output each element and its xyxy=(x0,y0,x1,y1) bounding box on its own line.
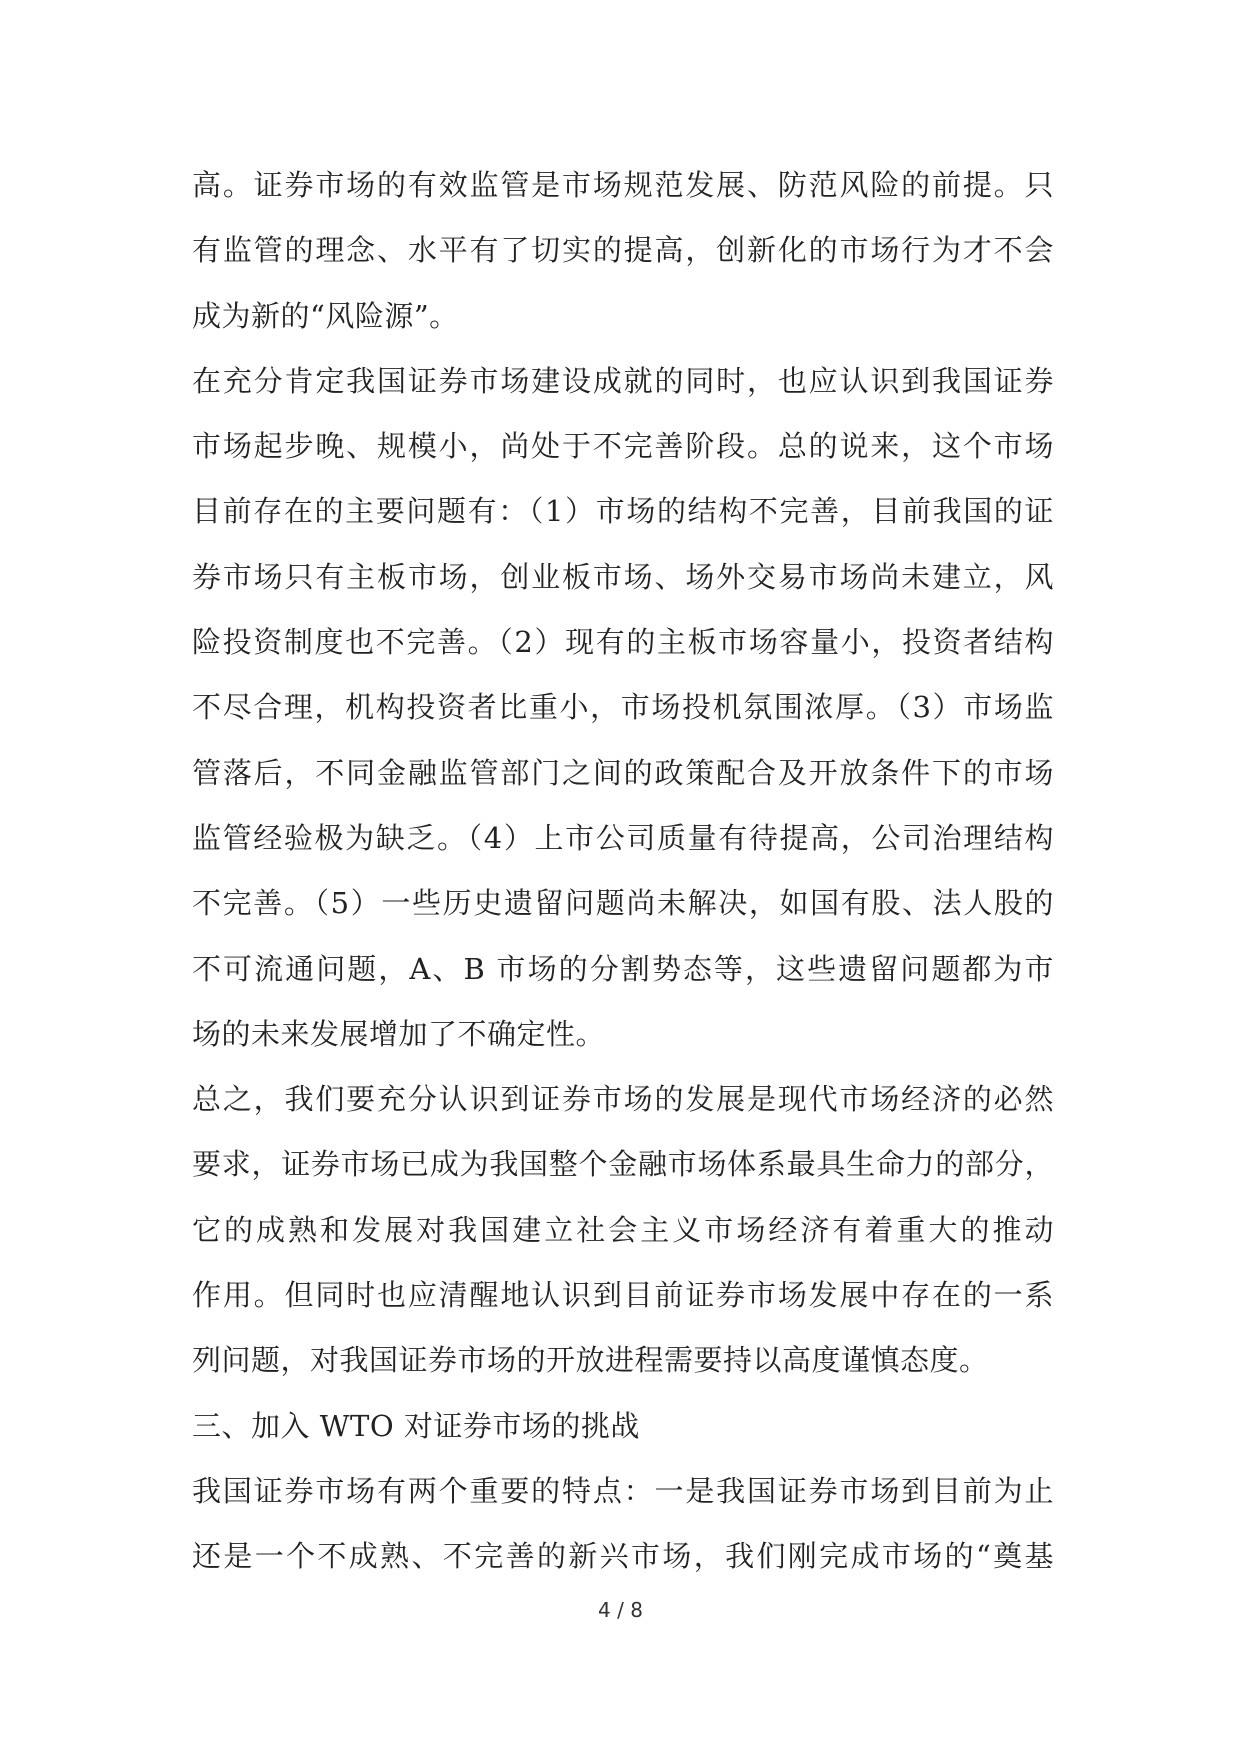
text-line: 不完善。（5）一些历史遗留问题尚未解决，如国有股、法人股的 xyxy=(192,886,1054,921)
text-line: 要求，证券市场已成为我国整个金融市场体系最具生命力的部分， xyxy=(192,1147,1054,1182)
document-body xyxy=(192,153,1054,1590)
text-line: 在充分肯定我国证券市场建设成就的同时，也应认识到我国证券 xyxy=(192,363,1054,398)
text-line: 列问题，对我国证券市场的开放进程需要持以高度谨慎态度。 xyxy=(192,1343,989,1378)
text-line: 管落后，不同金融监管部门之间的政策配合及开放条件下的市场 xyxy=(192,755,1054,790)
text-line: 有监管的理念、水平有了切实的提高，创新化的市场行为才不会 xyxy=(192,233,1054,268)
text-line: 高。证券市场的有效监管是市场规范发展、防范风险的前提。只 xyxy=(192,168,1054,202)
text-line: 总之，我们要充分认识到证券市场的发展是现代市场经济的必然 xyxy=(192,1082,1054,1117)
text-line: 不尽合理，机构投资者比重小，市场投机氛围浓厚。（3）市场监 xyxy=(192,690,1054,725)
text-line: 作用。但同时也应清醒地认识到目前证券市场发展中存在的一系 xyxy=(192,1278,1054,1313)
text-line: 我国证券市场有两个重要的特点：一是我国证券市场到目前为止 xyxy=(192,1473,1054,1508)
text-line: 监管经验极为缺乏。（4）上市公司质量有待提高，公司治理结构 xyxy=(192,820,1054,855)
text-line: 还是一个不成熟、不完善的新兴市场，我们刚完成市场的“奠基 xyxy=(192,1539,1054,1574)
text-line: 目前存在的主要问题有：（1）市场的结构不完善，目前我国的证 xyxy=(192,494,1054,529)
text-line: 它的成熟和发展对我国建立社会主义市场经济有着重大的推动 xyxy=(192,1212,1054,1247)
text-line: 成为新的“风险源”。 xyxy=(192,298,459,333)
text-line: 险投资制度也不完善。（2）现有的主板市场容量小，投资者结构 xyxy=(192,625,1054,660)
page-number: 4 / 8 xyxy=(598,1598,643,1622)
text-line: 场的未来发展增加了不确定性。 xyxy=(192,1016,606,1051)
text-line: 市场起步晚、规模小，尚处于不完善阶段。总的说来，这个市场 xyxy=(192,429,1054,464)
text-line: 券市场只有主板市场，创业板市场、场外交易市场尚未建立，风 xyxy=(192,559,1054,594)
section-heading: 三、加入 WTO 对证券市场的挑战 xyxy=(192,1408,640,1443)
text-line: 不可流通问题，A、B 市场的分割势态等，这些遗留问题都为市 xyxy=(192,951,1054,986)
